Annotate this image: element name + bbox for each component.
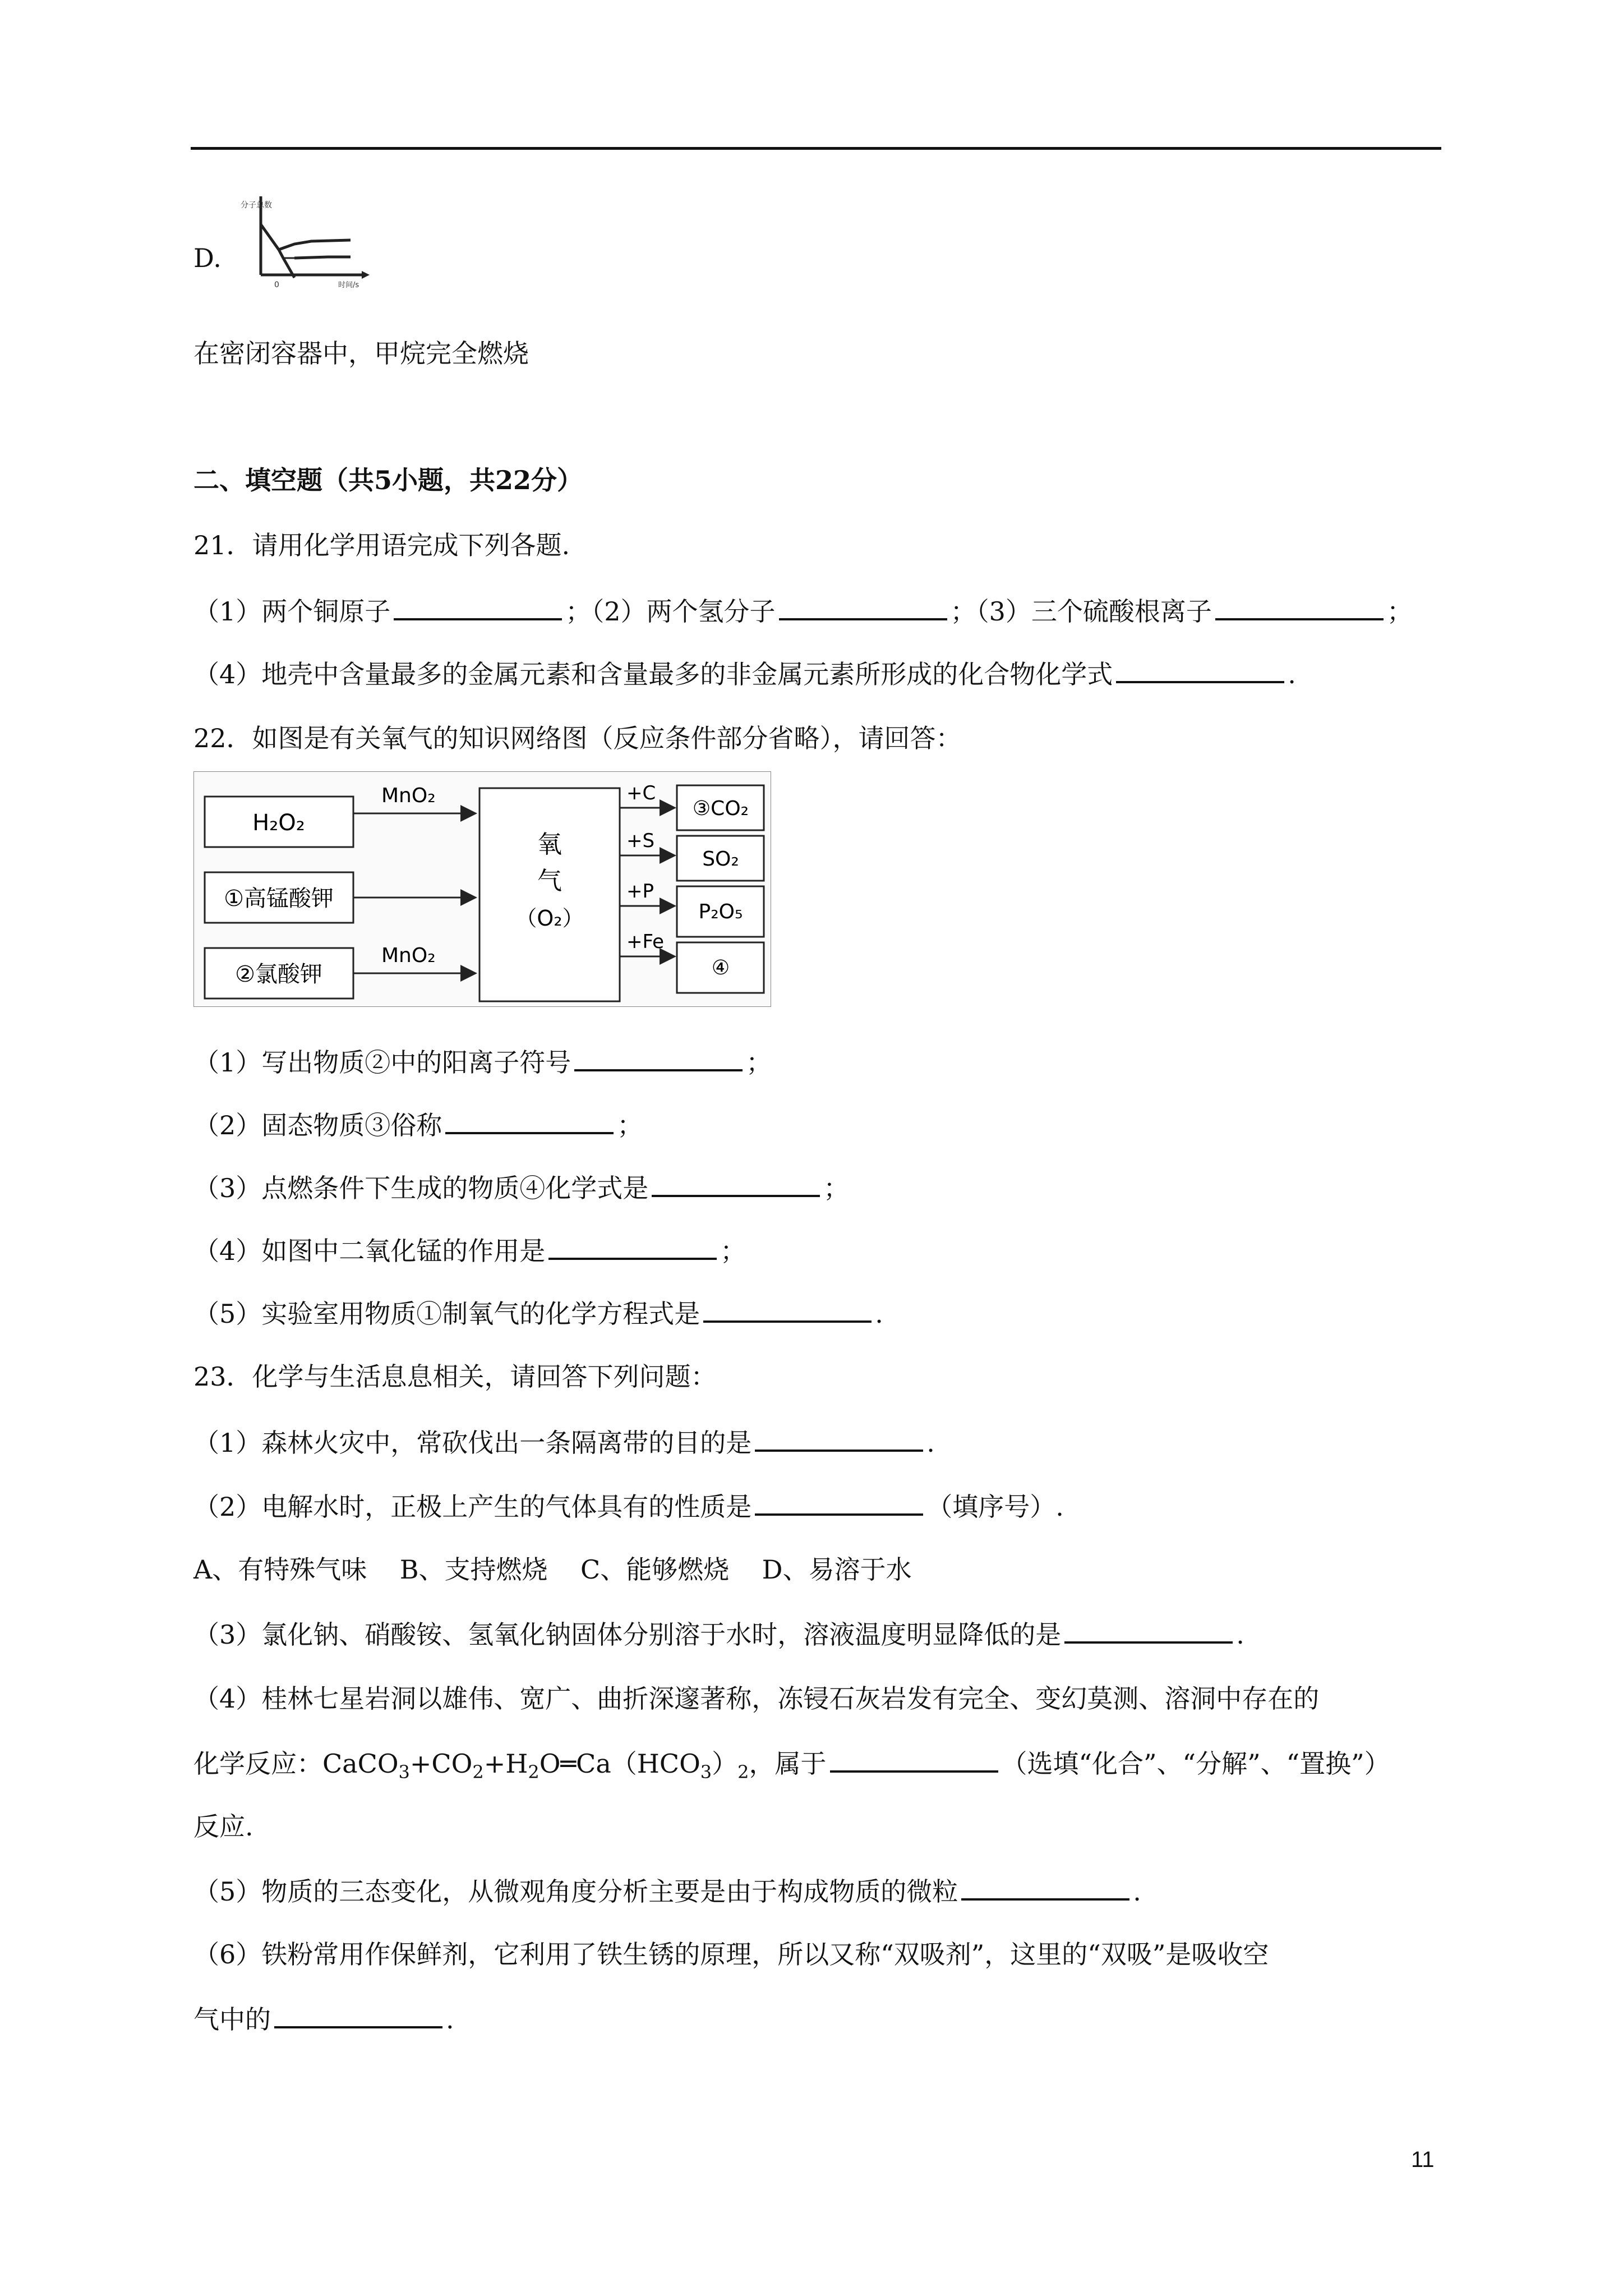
option-d-graph — [238, 191, 373, 289]
q23-eq-sub3: 2 — [528, 1761, 540, 1783]
q23-p3end: . — [1236, 1619, 1244, 1650]
q23-blank-5[interactable] — [961, 1874, 1129, 1901]
oxygen-formula: （O₂） — [515, 906, 584, 931]
graph-origin-label: 0 — [274, 280, 279, 289]
q23-eq-sub5: 2 — [737, 1761, 749, 1783]
oxygen-char-1: 氧 — [537, 830, 562, 859]
q22-blank-3[interactable] — [652, 1170, 820, 1197]
q22-blank-1[interactable] — [574, 1045, 743, 1071]
q23-p6end: . — [446, 2004, 454, 2035]
q23-blank-3[interactable] — [1064, 1617, 1233, 1644]
q21-blank-2[interactable] — [779, 593, 947, 620]
q21-line4 — [193, 656, 1296, 691]
arrow-label-mno2-top: MnO₂ — [381, 784, 436, 807]
q23-eq-c: +H — [483, 1749, 528, 1779]
q22-p2end: ； — [617, 1110, 643, 1140]
q21-p1c: ；（3）三个硫酸根离子 — [950, 596, 1212, 627]
q23-line4c: 反应. — [193, 1811, 253, 1842]
oxygen-network-diagram — [193, 771, 771, 1007]
graph-x-label: 时间/s — [338, 281, 359, 289]
q23-p1: （1）森林火灾中，常砍伐出一条隔离带的目的是 — [193, 1428, 752, 1458]
box-kclo3-label: ②氯酸钾 — [235, 961, 322, 987]
q22-p5: （5）实验室用物质①制氧气的化学方程式是 — [193, 1299, 700, 1329]
q21-blank-4[interactable] — [1116, 656, 1284, 683]
box-kmno4-label: ①高锰酸钾 — [224, 886, 334, 912]
q23-p2end: （填序号）. — [926, 1492, 1064, 1522]
oxygen-char-2: 气 — [537, 867, 562, 895]
q21-p4end: . — [1288, 659, 1296, 689]
reagent-c: +C — [626, 782, 656, 804]
q21-line1 — [193, 593, 1413, 628]
q23-eq-b: +CO — [409, 1749, 473, 1779]
q23-p3: （3）氯化钠、硝酸铵、氢氧化钠固体分别溶于水时，溶液温度明显降低的是 — [193, 1619, 1062, 1650]
q21-p1b: ；（2）两个氢分子 — [565, 596, 776, 627]
q23-blank-1[interactable] — [755, 1425, 923, 1452]
q23-options: A、有特殊气味 B、支持燃烧 C、能够燃烧 D、易溶于水 — [193, 1554, 912, 1585]
q23-line4b — [193, 1746, 1390, 1789]
q23-eq-end: （选填“化合”、“分解”、“置换”） — [1001, 1749, 1390, 1779]
page-number: 11 — [1411, 2147, 1435, 2172]
q23-line2 — [193, 1489, 1064, 1524]
q22-p2: （2）固态物质③俗称 — [193, 1110, 442, 1140]
q23-line3 — [193, 1617, 1244, 1651]
q23-line6b — [193, 2001, 454, 2036]
q23-eq-d: O═Ca（HCO — [539, 1749, 700, 1779]
q23-p2: （2）电解水时，正极上产生的气体具有的性质是 — [193, 1492, 752, 1522]
q23-blank-4[interactable] — [830, 1746, 998, 1773]
q22-p3: （3）点燃条件下生成的物质④化学式是 — [193, 1173, 649, 1203]
reagent-s: +S — [626, 830, 655, 852]
q21-p1d: ； — [1386, 596, 1413, 627]
q23-line1 — [193, 1425, 935, 1460]
q22-line5 — [193, 1296, 883, 1331]
q22-p3end: ； — [823, 1173, 850, 1203]
option-d-caption: 在密闭容器中，甲烷完全燃烧 — [193, 338, 529, 369]
q22-line2 — [193, 1107, 643, 1142]
arrow-label-mno2-bottom: MnO₂ — [381, 944, 436, 967]
box-co2-label: ③CO₂ — [692, 797, 749, 820]
q23-eq-sub2: 2 — [472, 1761, 484, 1783]
box-so2-label: SO₂ — [702, 848, 739, 871]
box-p2o5-label: P₂O₅ — [698, 900, 743, 923]
q22-p4: （4）如图中二氧化锰的作用是 — [193, 1236, 546, 1266]
q22-blank-4[interactable] — [548, 1233, 717, 1260]
reagent-p: +P — [626, 880, 654, 903]
q21-p4: （4）地壳中含量最多的金属元素和含量最多的非金属元素所形成的化合物化学式 — [193, 659, 1113, 689]
q23-eq-f: ，属于 — [749, 1749, 827, 1779]
box-product-4-label: ④ — [711, 956, 730, 979]
q22-p4end: ； — [720, 1236, 746, 1266]
q22-p5end: . — [875, 1299, 883, 1329]
q22-line4 — [193, 1233, 746, 1268]
q23-line6a: （6）铁粉常用作保鲜剂，它利用了铁生锈的原理，所以又称“双吸剂”，这里的“双吸”是吸收空 — [193, 1939, 1269, 1970]
q22-p1end: ； — [746, 1047, 772, 1078]
q23-stem: 23．化学与生活息息相关，请回答下列问题： — [193, 1361, 717, 1392]
box-h2o2-label: H₂O₂ — [252, 810, 305, 836]
header-rule — [191, 147, 1441, 150]
q23-blank-2[interactable] — [755, 1489, 923, 1516]
q21-p1a: （1）两个铜原子 — [193, 596, 391, 627]
option-d-label: D. — [193, 243, 222, 273]
q23-eq-sub1: 3 — [398, 1761, 410, 1783]
q21-stem: 21．请用化学用语完成下列各题. — [193, 530, 570, 560]
q22-p1: （1）写出物质②中的阳离子符号 — [193, 1047, 571, 1078]
q23-line4a: （4）桂林七星岩洞以雄伟、宽广、曲折深邃著称，冻锓石灰岩发有完全、变幻莫测、溶洞中存在的 — [193, 1683, 1320, 1714]
q23-line5 — [193, 1874, 1141, 1908]
q22-line3 — [193, 1170, 849, 1205]
q23-eq-sub4: 3 — [700, 1761, 712, 1783]
q22-stem: 22．如图是有关氧气的知识网络图（反应条件部分省略），请回答： — [193, 723, 962, 753]
q23-eq-a: 化学反应：CaCO — [193, 1749, 399, 1779]
q23-p1end: . — [926, 1428, 935, 1458]
q21-blank-3[interactable] — [1215, 593, 1384, 620]
q23-p5end: . — [1133, 1876, 1141, 1907]
q23-p5: （5）物质的三态变化，从微观角度分析主要是由于构成物质的微粒 — [193, 1876, 958, 1907]
q21-blank-1[interactable] — [394, 593, 562, 620]
graph-y-label: 分子总数 — [241, 201, 272, 210]
q22-line1 — [193, 1045, 772, 1079]
q23-p6b: 气中的 — [193, 2004, 271, 2035]
reagent-fe: +Fe — [626, 931, 665, 953]
section-title: 二、填空题（共5小题，共22分） — [193, 465, 583, 495]
q22-blank-5[interactable] — [703, 1296, 872, 1323]
q23-blank-6[interactable] — [274, 2001, 442, 2028]
q22-blank-2[interactable] — [445, 1107, 614, 1134]
q23-eq-e: ） — [712, 1749, 738, 1779]
